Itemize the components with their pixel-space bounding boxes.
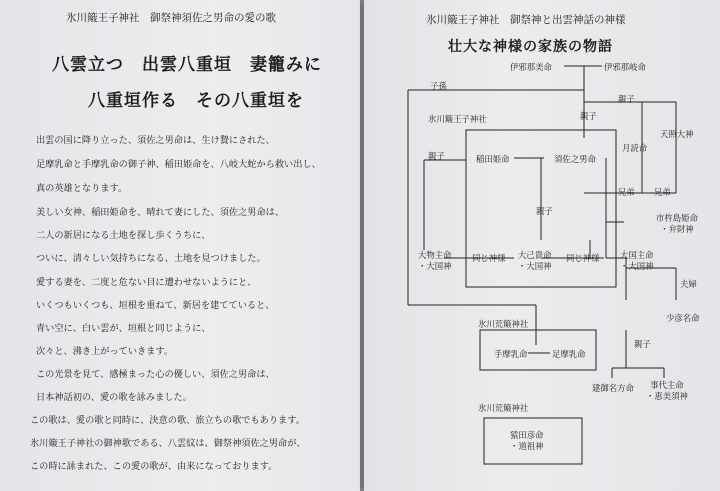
node-izanami: 伊邪那美命 [510, 62, 552, 72]
label-kyoudai: 兄弟 [618, 187, 635, 197]
node-tsukuyomi: 月読命 [622, 143, 648, 153]
body-line: いくつもいくつも、垣根を重ねて、新居を建てていると、 [36, 300, 275, 311]
body-line: 次々と、沸き上がっていきます。 [36, 346, 174, 357]
body-line: 二人の新居になる土地を探し歩くうちに、 [36, 230, 211, 241]
label-oyako: 親子 [618, 94, 635, 104]
node-ichikishima: 市杵島姫命 ・弁財神 [656, 213, 698, 234]
right-header: 氷川簸王子神社 御祭神と出雲神話の神様 [426, 14, 626, 26]
body-line: 出雲の国に降り立った、須佐之男命は、生け贄にされた、 [36, 135, 275, 146]
node-takeminakata: 建御名方命 [592, 383, 634, 393]
label-same-god: 同じ神様 [472, 253, 506, 263]
chart-title: 壮大な神様の家族の物語 [448, 39, 613, 55]
node-oomononushi: 大物主命 ・大国神 [418, 250, 452, 271]
label-shison: 子孫 [430, 81, 447, 91]
label-kyoudai: 兄弟 [654, 187, 671, 197]
label-fuufu: 夫婦 [680, 279, 697, 289]
body-line: 氷川簸王子神社の御神歌である、八雲紋は、御祭神須佐之男命が、 [30, 438, 306, 449]
shrine-hikawa-araki: 氷川荒簸神社 [478, 403, 529, 413]
body-line: この歌は、愛の歌と同時に、決意の歌、旅立ちの歌でもあります。 [30, 415, 305, 426]
shrine-hikawa-ouji: 氷川簸王子神社 [428, 114, 487, 124]
node-tenazuchi: 手摩乳命 [494, 349, 528, 359]
label-oyako: 親子 [634, 339, 651, 349]
node-ashinazuchi: 足摩乳命 [552, 349, 586, 359]
node-sarutahiko: 猿田彦命 ・道祖神 [510, 430, 544, 451]
right-poster [364, 0, 720, 491]
node-amaterasu: 天照大神 [660, 129, 694, 139]
label-oyako: 親子 [428, 151, 445, 161]
shrine-hikawa-arakibi: 氷川荒簸神社 [478, 319, 529, 329]
node-inada: 稲田姫命 [476, 154, 510, 164]
node-izanagi: 伊邪那岐命 [604, 62, 646, 72]
label-same-god: 同じ神様 [566, 253, 600, 263]
label-oyako: 親子 [580, 111, 597, 121]
body-line: 真の英雄となります。 [36, 183, 128, 194]
node-kotoshironushi: 事代主命 ・恵美須神 [646, 380, 688, 401]
node-oonamuchi: 大己貴命 ・大国神 [518, 250, 552, 271]
body-line: ついに、清々しい気持ちになる、土地を見つけました。 [36, 253, 266, 264]
body-line: 日本神話初の、愛の歌を詠みました。 [36, 392, 192, 403]
body-line: この時に詠まれた、この愛の歌が、由来になっております。 [30, 461, 278, 472]
node-sukunabikona: 少彦名命 [666, 313, 700, 323]
body-line: この光景を見て、感極まった心の優しい、須佐之男命は、 [36, 369, 275, 380]
left-header: 氷川簸王子神社 御祭神須佐之男命の愛の歌 [66, 12, 276, 24]
body-line: 愛する妻を、二度と危ない目に遭わせないようにと、 [36, 277, 257, 288]
genealogy-lines [364, 0, 720, 491]
body-line: 足摩乳命と手摩乳命の御子神、稲田姫命を、八岐大蛇から救い出し、 [36, 159, 321, 170]
body-line: 青い空に、白い雲が、垣根と同じように、 [36, 323, 211, 334]
node-susanoo: 須佐之男命 [554, 154, 596, 164]
body-line: 美しい女神、稲田姫命を、晴れて妻にした、須佐之男命は、 [36, 207, 285, 218]
label-oyako: 親子 [536, 206, 553, 216]
poem-line-1: 八雲立つ 出雲八重垣 妻籠みに [52, 55, 322, 75]
node-ookuninushi: 大国主命 ・大国神 [620, 250, 654, 271]
poem-line-2: 八重垣作る その八重垣を [88, 91, 304, 111]
